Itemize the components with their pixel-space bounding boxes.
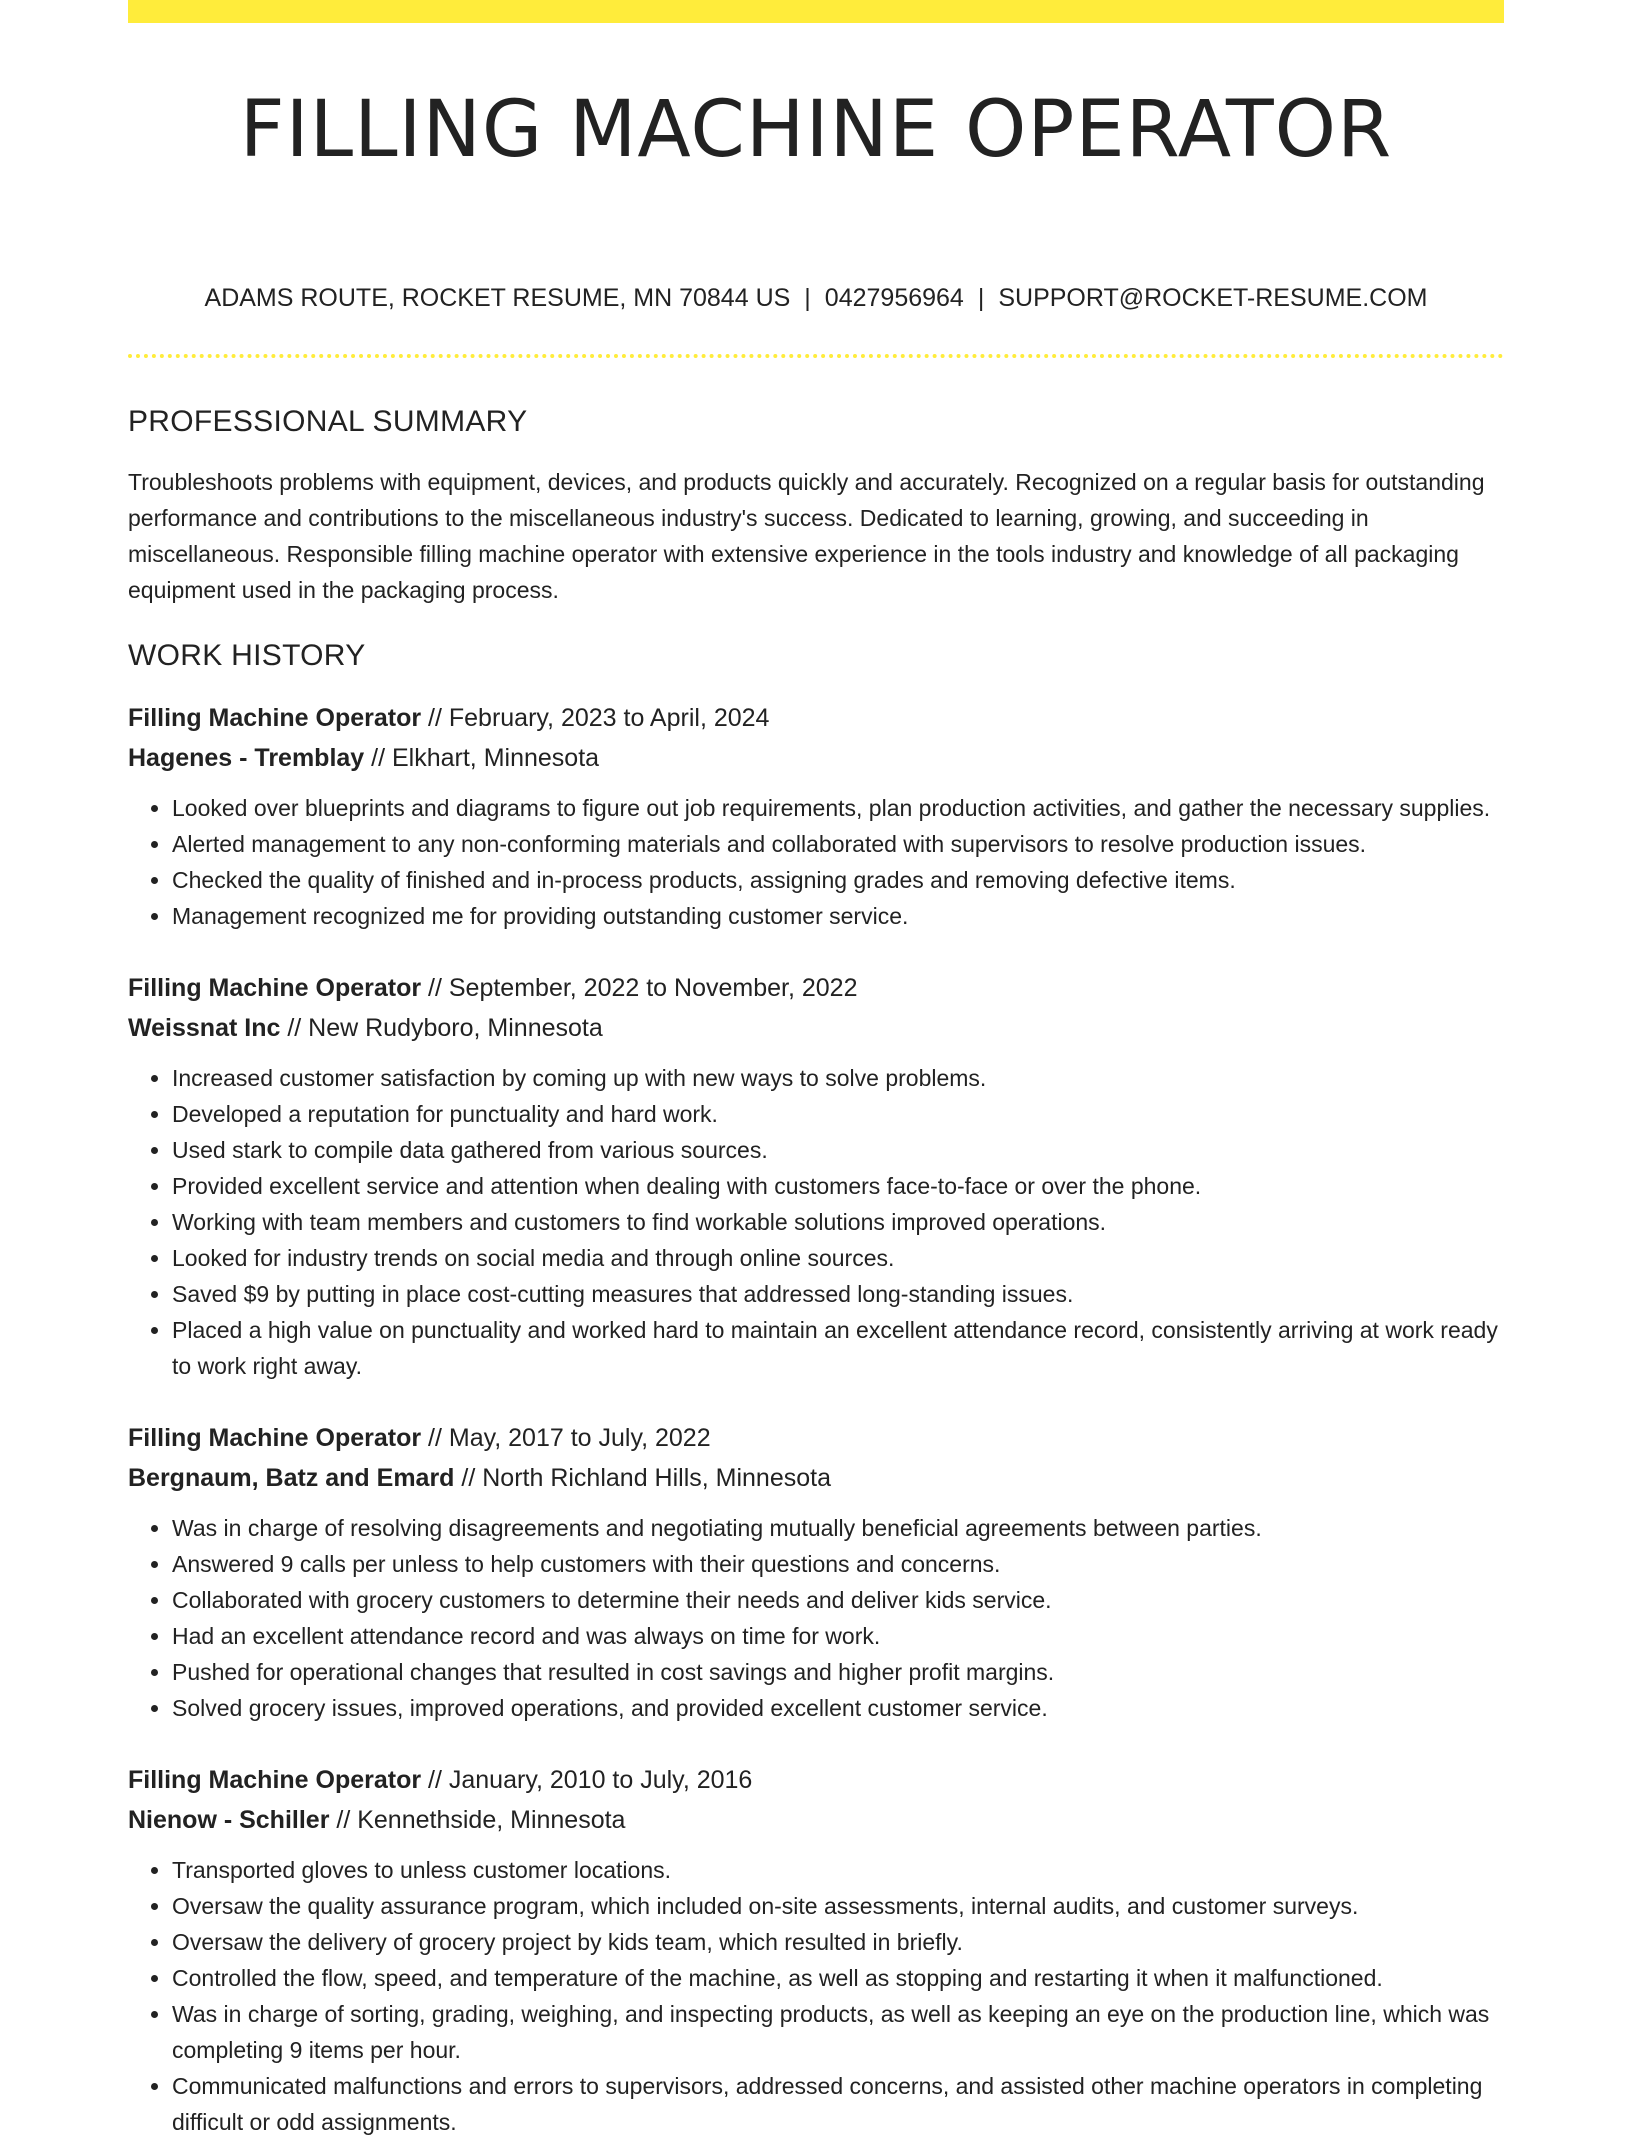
job-dates: // May, 2017 to July, 2022	[421, 1424, 711, 1452]
job-company: Bergnaum, Batz and Emard	[128, 1464, 455, 1492]
job-title-line	[128, 968, 1504, 1008]
job-title-line	[128, 698, 1504, 738]
work-history-list	[128, 698, 1504, 2140]
job-title-line	[128, 1760, 1504, 1800]
job-dates: // February, 2023 to April, 2024	[421, 704, 770, 732]
job-entry	[128, 698, 1504, 934]
job-company-line	[128, 738, 1504, 778]
job-bullet: • Looked for industry trends on social media and through online sources.	[172, 1240, 1504, 1276]
job-company: Weissnat Inc	[128, 1014, 281, 1042]
job-bullet: • Looked over blueprints and diagrams to figure out job requirements, plan production activities, and gather the necessary supplies.	[172, 790, 1504, 826]
job-location: // Kennethside, Minnesota	[329, 1806, 626, 1834]
job-bullets	[128, 790, 1504, 934]
job-dates: // September, 2022 to November, 2022	[421, 974, 858, 1002]
job-bullet: • Had an excellent attendance record and was always on time for work.	[172, 1618, 1504, 1654]
job-bullet: • Placed a high value on punctuality and worked hard to maintain an excellent attendance record, consistently arriving at work ready to work right away.	[172, 1312, 1504, 1384]
job-title: Filling Machine Operator	[128, 1766, 422, 1794]
job-entry	[128, 1418, 1504, 1726]
job-bullets	[128, 1852, 1504, 2140]
job-bullet: • Pushed for operational changes that resulted in cost savings and higher profit margins.	[172, 1654, 1504, 1690]
job-bullet: • Answered 9 calls per unless to help customers with their questions and concerns.	[172, 1546, 1504, 1582]
job-company-line	[128, 1458, 1504, 1498]
job-entry	[128, 968, 1504, 1384]
contact-phone: 0427956964	[824, 284, 964, 312]
job-bullet: • Was in charge of sorting, grading, weighing, and inspecting products, as well as keeping an eye on the production line, which was completing 9 items per hour.	[172, 1996, 1504, 2068]
job-bullet: • Saved $9 by putting in place cost-cutting measures that addressed long-standing issues.	[172, 1276, 1504, 1312]
resume-title: FILLING MACHINE OPERATOR	[239, 85, 1393, 175]
job-title-line	[128, 1418, 1504, 1458]
job-location: // New Rudyboro, Minnesota	[280, 1014, 603, 1042]
job-company-line	[128, 1800, 1504, 1840]
contact-address: ADAMS ROUTE, ROCKET RESUME, MN 70844 US	[204, 284, 791, 312]
job-bullet: • Working with team members and customers to find workable solutions improved operations.	[172, 1204, 1504, 1240]
summary-text: Troubleshoots problems with equipment, devices, and products quickly and accurately. Recognized on a regular basis for outstanding performance and contributions to the miscellaneous industry's success. Dedicated to learning, growing, and succeeding in miscellaneous. Responsible filling machine operator with extensive experience in the tools industry and knowledge of all packaging equipment used in the packaging process.	[128, 469, 1485, 603]
job-bullet: • Transported gloves to unless customer locations.	[172, 1852, 1504, 1888]
job-company-line	[128, 1008, 1504, 1048]
job-bullet: • Checked the quality of finished and in-process products, assigning grades and removing defective items.	[172, 862, 1504, 898]
job-bullet: • Increased customer satisfaction by coming up with new ways to solve problems.	[172, 1060, 1504, 1096]
job-title: Filling Machine Operator	[128, 1424, 422, 1452]
job-location: // North Richland Hills, Minnesota	[454, 1464, 831, 1492]
contact-line	[128, 282, 1504, 314]
job-bullet: • Provided excellent service and attention when dealing with customers face-to-face or over the phone.	[172, 1168, 1504, 1204]
job-bullet: • Collaborated with grocery customers to determine their needs and deliver kids service.	[172, 1582, 1504, 1618]
resume-page	[128, 0, 1504, 2140]
job-title: Filling Machine Operator	[128, 974, 422, 1002]
job-title: Filling Machine Operator	[128, 704, 422, 732]
contact-separator: |	[977, 284, 985, 312]
job-bullets	[128, 1060, 1504, 1384]
job-bullet: • Solved grocery issues, improved operations, and provided excellent customer service.	[172, 1690, 1504, 1726]
job-entry	[128, 1760, 1504, 2140]
contact-separator: |	[804, 284, 811, 312]
contact-email[interactable]: SUPPORT@ROCKET-RESUME.COM	[998, 284, 1428, 312]
header-divider	[128, 354, 1504, 358]
work-history-heading: WORK HISTORY	[128, 639, 366, 672]
job-location: // Elkhart, Minnesota	[364, 744, 600, 772]
job-bullets	[128, 1510, 1504, 1726]
job-bullet: • Controlled the flow, speed, and temperature of the machine, as well as stopping and restarting it when it malfunctioned.	[172, 1960, 1504, 1996]
job-dates: // January, 2010 to July, 2016	[421, 1766, 753, 1794]
job-bullet: • Oversaw the quality assurance program, which included on-site assessments, internal audits, and customer surveys.	[172, 1888, 1504, 1924]
job-bullet: • Developed a reputation for punctuality and hard work.	[172, 1096, 1504, 1132]
job-bullet: • Was in charge of resolving disagreements and negotiating mutually beneficial agreements between parties.	[172, 1510, 1504, 1546]
job-company: Nienow - Schiller	[128, 1806, 330, 1834]
job-bullet: • Management recognized me for providing outstanding customer service.	[172, 898, 1504, 934]
job-bullet: • Alerted management to any non-conforming materials and collaborated with supervisors to resolve production issues.	[172, 826, 1504, 862]
job-company: Hagenes - Tremblay	[128, 744, 365, 772]
job-bullet: • Communicated malfunctions and errors to supervisors, addressed concerns, and assisted other machine operators in completing difficult or odd assignments.	[172, 2068, 1504, 2140]
summary-heading: PROFESSIONAL SUMMARY	[128, 405, 528, 438]
job-bullet: • Oversaw the delivery of grocery project by kids team, which resulted in briefly.	[172, 1924, 1504, 1960]
job-bullet: • Used stark to compile data gathered from various sources.	[172, 1132, 1504, 1168]
